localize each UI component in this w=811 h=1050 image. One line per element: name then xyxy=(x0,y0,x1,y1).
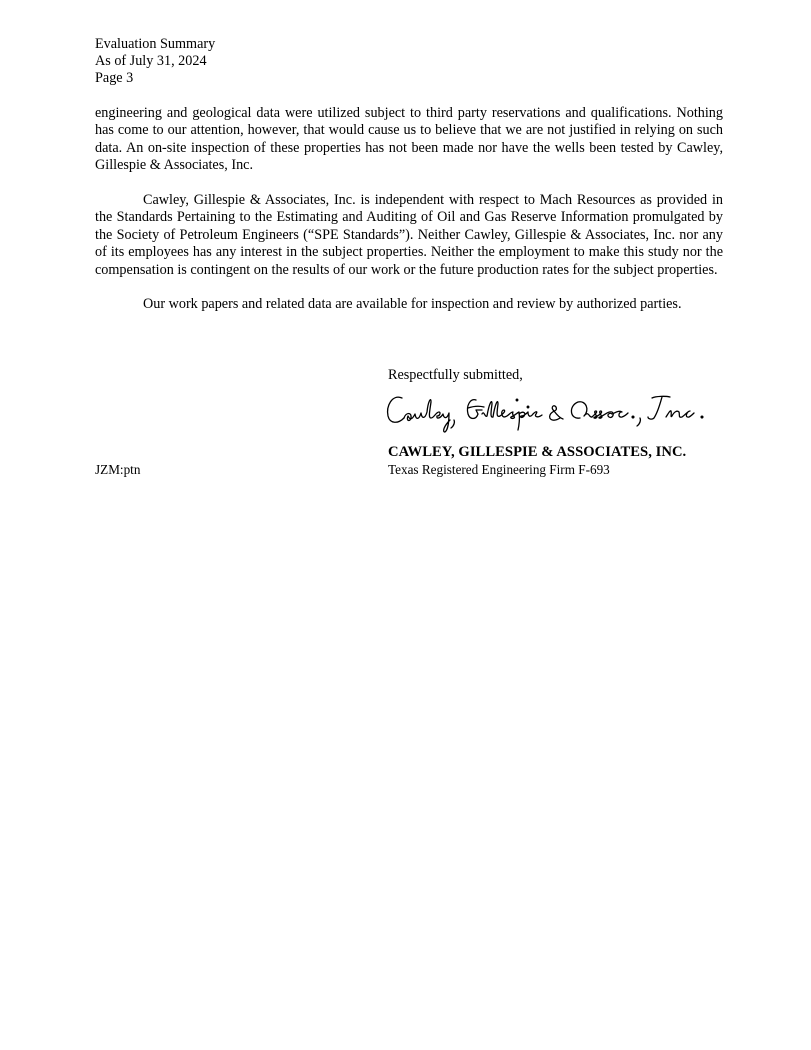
firm-name: CAWLEY, GILLESPIE & ASSOCIATES, INC. xyxy=(388,444,687,460)
body-text xyxy=(95,105,723,314)
closing-salutation: Respectfully submitted, xyxy=(388,367,523,383)
handwritten-signature xyxy=(384,388,714,436)
typist-initials: JZM:ptn xyxy=(95,462,141,477)
header-date: As of July 31, 2024 xyxy=(95,53,207,70)
firm-registration: Texas Registered Engineering Firm F-693 xyxy=(388,462,610,477)
document-page xyxy=(95,36,723,314)
page-header xyxy=(95,36,723,88)
paragraph-data-reliance: engineering and geological data were utilized subject to third party reservations and qualifications. Nothing has come to our attention, however, that would cause us to believe that we are not justified in relying on such data. An on-site inspection of these properties has not been made nor have the wells been tested by Cawley, Gillespie & Associates, Inc. xyxy=(95,104,723,174)
header-title: Evaluation Summary xyxy=(95,36,216,52)
paragraph-independence: Cawley, Gillespie & Associates, Inc. is independent with respect to Mach Resources as provided in the Standards Pertaining to the Estimating and Auditing of Oil and Gas Reserve Information promulgated by the Society of Petroleum Engineers (“SPE Standards”). Neither Cawley, Gillespie & Associates, Inc. nor any of its employees has any interest in the subject properties. Neither the employment to make this study nor the compensation is contingent on the results of our work or the future production rates for the subject properties. xyxy=(95,191,723,278)
header-page-number: Page 3 xyxy=(95,70,134,87)
paragraph-work-papers: Our work papers and related data are available for inspection and review by authorized parties. xyxy=(143,296,682,313)
